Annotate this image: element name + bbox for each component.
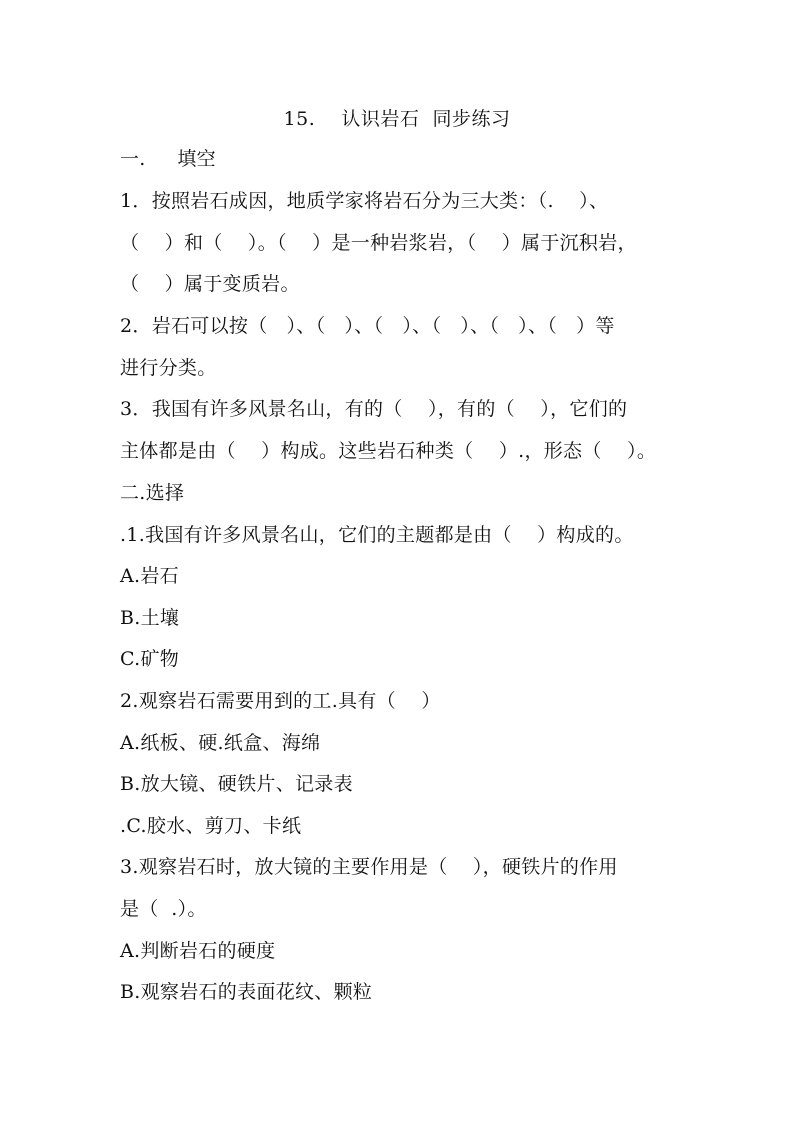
fill-question-1-line-1: 1．按照岩石成因，地质学家将岩石分为三大类：（. ）、 bbox=[120, 190, 609, 212]
choice-1-option-a: A.岩石 bbox=[120, 565, 179, 587]
fill-question-1-line-3: （ ）属于变质岩。 bbox=[120, 273, 300, 295]
page-title: 15. 认识岩石 同步练习 bbox=[283, 108, 511, 130]
fill-question-2-line-2: 进行分类。 bbox=[120, 357, 217, 379]
fill-question-1-line-2: （ ）和（ ）。（ ）是一种岩浆岩，（ ）属于沉积岩， bbox=[120, 232, 637, 254]
fill-question-3-line-2: 主体都是由（ ）构成。这些岩石种类（ ）.，形态（ ）。 bbox=[120, 440, 657, 462]
section-heading-choice: 二.选择 bbox=[120, 482, 185, 504]
choice-3-option-a: A.判断岩石的硬度 bbox=[120, 940, 276, 962]
fill-question-2-line-1: 2．岩石可以按（ ）、（ ）、（ ）、（ ）、（ ）、（ ）等 bbox=[120, 315, 615, 337]
fill-question-3-line-1: 3．我国有许多风景名山，有的（ ），有的（ ），它们的 bbox=[120, 398, 628, 420]
choice-1-option-b: B.土壤 bbox=[120, 607, 180, 629]
choice-3-option-b: B.观察岩石的表面花纹、颗粒 bbox=[120, 981, 373, 1003]
choice-1-option-c: C.矿物 bbox=[120, 648, 180, 670]
choice-question-3-line-2: 是（ .）。 bbox=[120, 898, 207, 920]
choice-question-2: 2.观察岩石需要用到的工.具有（ ） bbox=[120, 690, 441, 712]
section-heading-fill-blank: 一. 填空 bbox=[120, 148, 216, 170]
choice-2-option-a: A.纸板、硬.纸盒、海绵 bbox=[120, 732, 321, 754]
choice-2-option-b: B.放大镜、硬铁片、记录表 bbox=[120, 773, 353, 795]
choice-2-option-c: .C.胶水、剪刀、卡纸 bbox=[120, 815, 302, 837]
choice-question-3-line-1: 3.观察岩石时，放大镜的主要作用是（ ），硬铁片的作用 bbox=[120, 856, 618, 878]
choice-question-1: .1.我国有许多风景名山，它们的主题都是由（ ）构成的。 bbox=[120, 524, 634, 546]
